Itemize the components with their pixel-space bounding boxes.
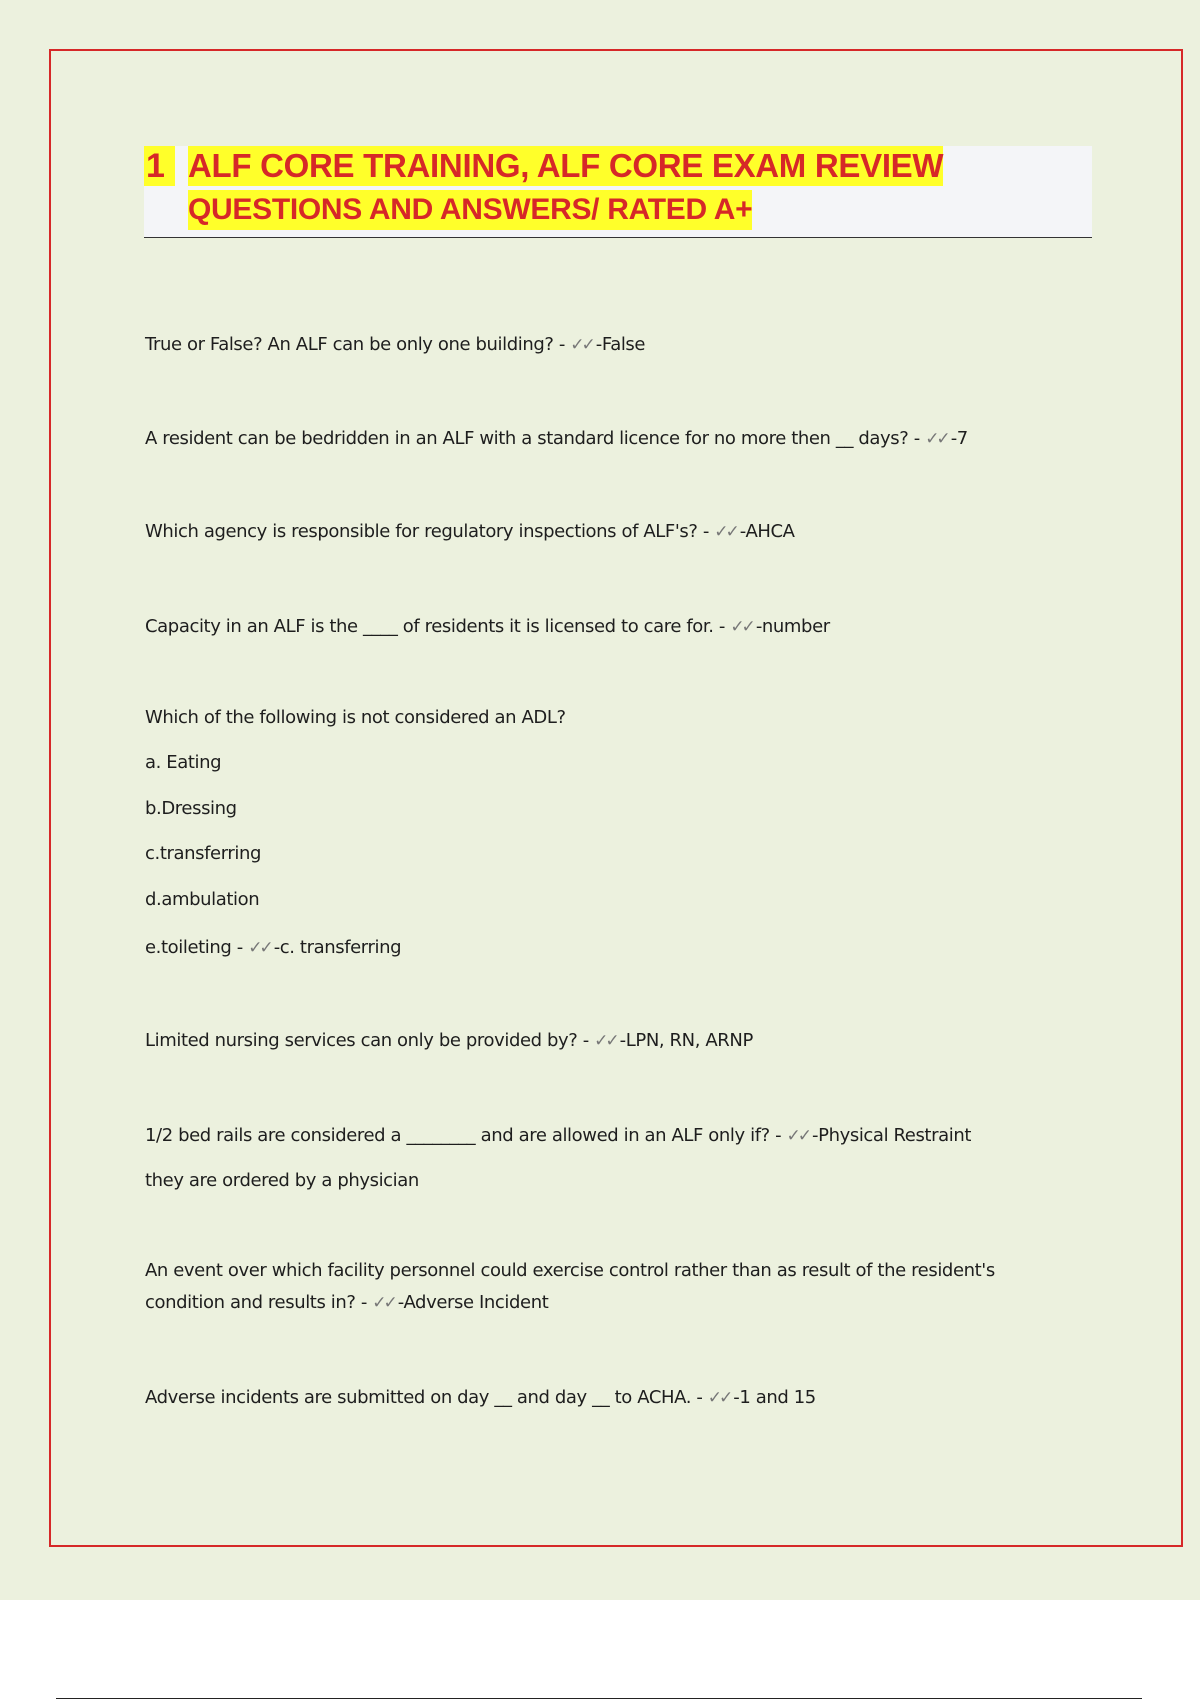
question-text: True or False? An ALF can be only one building? -: [145, 334, 571, 355]
question-text: A resident can be bedridden in an ALF with a standard licence for no more then __ days? -: [145, 428, 926, 449]
answer-text: -False: [595, 334, 646, 355]
adl-option: b.Dressing: [145, 798, 237, 819]
double-checkmark-icon: ✓✓: [372, 1293, 395, 1313]
qa-item: [145, 423, 968, 455]
qa-item: [145, 516, 795, 548]
answer-text: -AHCA: [739, 521, 795, 542]
double-checkmark-icon: ✓✓: [786, 1126, 810, 1146]
answer-text: -Physical Restraint: [812, 1125, 971, 1146]
question-text: Limited nursing services can only be provided by? -: [145, 1030, 595, 1051]
title-line-2: QUESTIONS AND ANSWERS/ RATED A+: [188, 190, 752, 230]
double-checkmark-icon: ✓✓: [925, 429, 948, 449]
title-line-1: ALF CORE TRAINING, ALF CORE EXAM REVIEW: [188, 147, 944, 184]
double-checkmark-icon: ✓✓: [730, 617, 753, 637]
double-checkmark-icon: ✓✓: [570, 335, 593, 355]
adl-option: c.transferring: [145, 843, 262, 864]
qa-question-line: An event over which facility personnel could exercise control rather than as result of the resident's: [145, 1260, 995, 1281]
qa-item: [145, 1287, 548, 1319]
answer-text: -LPN, RN, ARNP: [619, 1030, 753, 1051]
answer-text: -7: [950, 428, 968, 449]
answer-text: -1 and 15: [733, 1387, 816, 1408]
qa-item: [145, 1025, 753, 1057]
adl-last-option: e.toileting -: [145, 937, 249, 958]
question-text: Capacity in an ALF is the ____ of residents it is licensed to care for. -: [145, 616, 731, 637]
double-checkmark-icon: ✓✓: [594, 1031, 617, 1051]
adl-option-answer: [145, 932, 401, 964]
qa-item: [145, 329, 645, 361]
question-text: Adverse incidents are submitted on day __ and day __ to ACHA. -: [145, 1387, 708, 1408]
answer-text: -Adverse Incident: [397, 1292, 549, 1313]
adl-option: d.ambulation: [145, 889, 260, 910]
double-checkmark-icon: ✓✓: [707, 1388, 731, 1408]
qa-item: [145, 1120, 971, 1152]
double-checkmark-icon: ✓✓: [248, 938, 271, 958]
footer-rule: [56, 1698, 1142, 1699]
qa-item: [145, 1382, 816, 1414]
double-checkmark-icon: ✓✓: [714, 522, 737, 542]
question-text: condition and results in? -: [145, 1292, 373, 1313]
question-text: Which agency is responsible for regulatory inspections of ALF's? -: [145, 521, 715, 542]
answer-text: -c. transferring: [273, 937, 402, 958]
qa-continuation: they are ordered by a physician: [145, 1170, 419, 1191]
question-text: 1/2 bed rails are considered a ________ and are allowed in an ALF only if? -: [145, 1125, 787, 1146]
adl-option: a. Eating: [145, 752, 222, 773]
qa-item: [145, 611, 830, 643]
answer-text: -number: [755, 616, 830, 637]
title-number: 1: [144, 146, 175, 186]
adl-question: Which of the following is not considered an ADL?: [145, 707, 566, 728]
document-title: [144, 146, 1092, 238]
